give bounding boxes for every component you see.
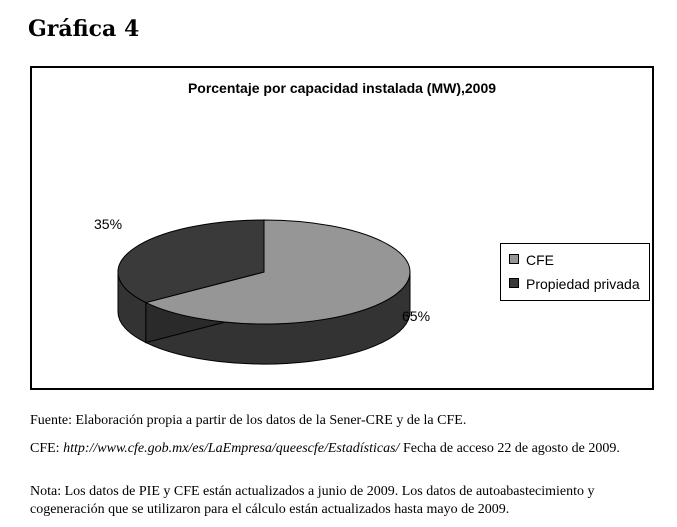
legend-swatch-cfe [509,254,519,264]
cfe-url-link[interactable]: http://www.cfe.gob.mx/es/LaEmpresa/queescfe/Estadísticas/ [63,441,400,456]
cfe-access-date: Fecha de acceso 22 de agosto de 2009. [402,441,620,456]
legend-swatch-propiedad-privada [509,278,519,288]
data-label-cfe: 65% [402,308,431,324]
pie-chart [32,68,652,388]
figure-heading: Gráfica 4 [28,16,140,42]
cfe-prefix: CFE: [30,441,60,456]
legend-label-cfe: CFE [526,252,554,268]
data-label-propiedad-privada: 35% [94,216,123,232]
source-note: Fuente: Elaboración propia a partir de los datos de la Sener-CRE y de la CFE. [30,413,467,428]
cfe-reference-note [30,440,650,458]
legend-item-cfe [509,251,554,269]
chart-title: Porcentaje por capacidad instalada (MW),2009 [187,80,497,96]
chart-legend [500,243,650,301]
chart-area [30,66,654,390]
legend-item-propiedad-privada [509,275,640,293]
data-update-note: Nota: Los datos de PIE y CFE están actualizados a junio de 2009. Los datos de autoabastecimiento y cogeneración que se utilizaron para el cálculo están actualizados hasta mayo de 2009. [30,484,595,517]
legend-label-propiedad-privada: Propiedad privada [526,276,640,292]
